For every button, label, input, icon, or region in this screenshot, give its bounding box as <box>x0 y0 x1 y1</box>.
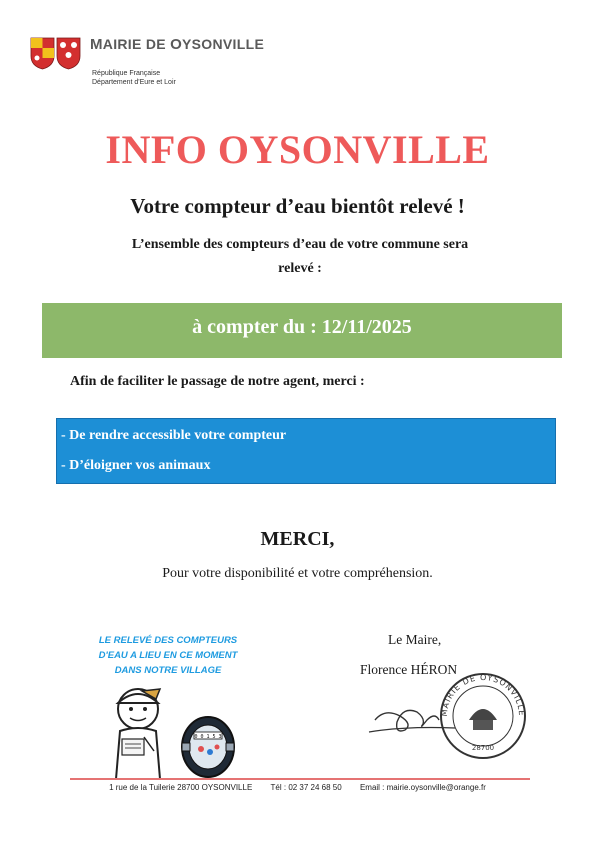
mayor-name: Florence HÉRON <box>360 662 458 677</box>
stamp-text: MAIRIE DE OYSONVILLE <box>439 672 527 717</box>
mairie-name: MAIRIE DE OYSONVILLE <box>90 36 265 53</box>
date-banner <box>42 303 562 358</box>
departement-label: Département d'Eure et Loir <box>92 79 176 86</box>
action-item: - D’éloigner vos animaux <box>61 458 211 473</box>
action-item: - De rendre accessible votre compteur <box>61 428 287 443</box>
stamp-code: 28700 <box>471 744 495 752</box>
date-banner-text: à compter du : 12/11/2025 <box>192 316 412 338</box>
thanks-text: Pour votre disponibilité et votre compréhension. <box>162 566 433 581</box>
intro-text: L’ensemble des compteurs d’eau de votre commune sera relevé : <box>131 237 469 276</box>
republique-label: République Française <box>92 70 161 77</box>
merci-heading: MERCI, <box>260 528 335 550</box>
footer-email: Email : mairie.oysonville@orange.fr <box>359 783 486 792</box>
meter-reading-illustration <box>58 625 278 775</box>
illustration-caption: LE RELEVÉ DES COMPTEURS D'EAU A LIEU EN CE MOMENT DANS NOTRE VILLAGE <box>98 635 238 676</box>
footer-contact <box>0 783 595 792</box>
actions-box <box>56 418 556 484</box>
agent-and-meter-drawing <box>98 687 268 782</box>
meter-reading: 0 0 1 5 3 <box>194 734 222 740</box>
letterhead <box>30 30 330 100</box>
footer-address: 1 rue de la Tuilerie 28700 OYSONVILLE <box>109 783 253 792</box>
page-subtitle: Votre compteur d’eau bientôt relevé ! <box>130 194 465 218</box>
mairie-stamp-and-signature <box>365 668 545 763</box>
page-title: INFO OYSONVILLE <box>105 127 490 172</box>
footer-phone: Tél : 02 37 24 68 50 <box>270 783 342 792</box>
footer-divider <box>70 778 530 780</box>
coat-of-arms-logo <box>30 36 82 70</box>
mayor-title: Le Maire, <box>388 632 442 647</box>
request-intro: Afin de faciliter le passage de notre agent, merci : <box>70 374 365 389</box>
